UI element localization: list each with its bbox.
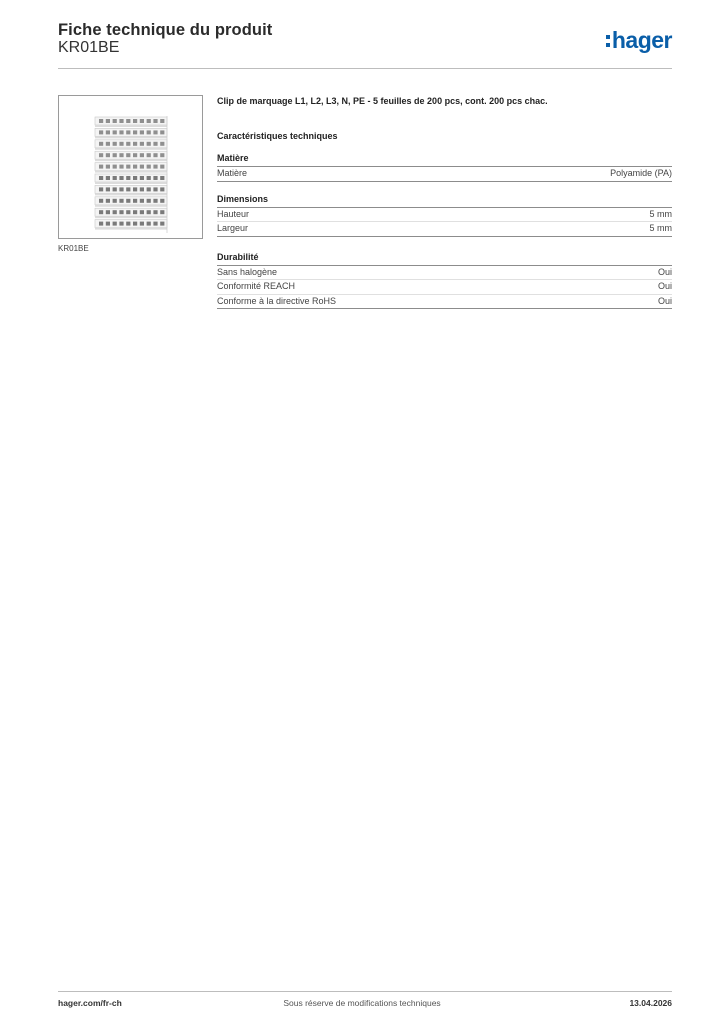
spec-row bbox=[217, 208, 672, 223]
spec-row bbox=[217, 266, 672, 281]
logo-colon-icon bbox=[606, 35, 610, 47]
clip-mark bbox=[147, 187, 151, 191]
spec-group-title: Matière bbox=[217, 153, 672, 167]
clip-mark bbox=[106, 165, 110, 169]
clip-mark bbox=[133, 199, 137, 203]
clip-mark bbox=[140, 176, 144, 180]
spec-value: Oui bbox=[657, 266, 672, 277]
clip-mark bbox=[140, 119, 144, 123]
clip-mark bbox=[113, 176, 117, 180]
clip-mark bbox=[153, 210, 157, 214]
clip-mark bbox=[99, 153, 103, 157]
product-description: Clip de marquage L1, L2, L3, N, PE - 5 feuilles de 200 pcs, cont. 200 pcs chac. bbox=[217, 96, 548, 106]
product-image bbox=[58, 95, 203, 239]
clip-mark bbox=[119, 199, 123, 203]
clip-mark bbox=[160, 210, 164, 214]
clip-strip-shadow bbox=[95, 171, 167, 173]
clip-mark bbox=[99, 142, 103, 146]
hager-logo bbox=[606, 27, 672, 54]
spec-label: Matière bbox=[217, 168, 248, 178]
clip-mark bbox=[99, 119, 103, 123]
clip-mark bbox=[106, 119, 110, 123]
clip-mark bbox=[147, 199, 151, 203]
clip-mark bbox=[106, 199, 110, 203]
clip-mark bbox=[126, 199, 130, 203]
clip-mark bbox=[113, 199, 117, 203]
clip-mark bbox=[126, 176, 130, 180]
footer-divider bbox=[58, 991, 672, 992]
footer-website: hager.com/fr-ch bbox=[58, 998, 122, 1008]
clip-mark bbox=[153, 222, 157, 226]
clip-mark bbox=[119, 165, 123, 169]
clip-mark bbox=[119, 187, 123, 191]
clip-strip-shadow bbox=[95, 136, 167, 138]
clip-mark bbox=[99, 199, 103, 203]
clip-mark bbox=[113, 222, 117, 226]
clip-mark bbox=[106, 187, 110, 191]
clip-mark bbox=[99, 187, 103, 191]
spec-label: Sans halogène bbox=[217, 266, 278, 277]
clip-mark bbox=[133, 130, 137, 134]
clip-mark bbox=[153, 142, 157, 146]
footer-date: 13.04.2026 bbox=[629, 998, 672, 1008]
clip-mark bbox=[147, 130, 151, 134]
spec-group-title: Durabilité bbox=[217, 252, 672, 266]
clip-mark bbox=[153, 187, 157, 191]
clip-mark bbox=[113, 187, 117, 191]
clip-mark bbox=[140, 165, 144, 169]
clip-mark bbox=[133, 165, 137, 169]
clip-mark bbox=[119, 210, 123, 214]
clip-mark bbox=[147, 142, 151, 146]
clip-mark bbox=[133, 187, 137, 191]
clip-mark bbox=[153, 176, 157, 180]
clip-mark bbox=[106, 222, 110, 226]
marking-clip-sheet-icon bbox=[59, 96, 202, 238]
clip-mark bbox=[160, 176, 164, 180]
clip-strip-shadow bbox=[95, 205, 167, 207]
clip-strip-shadow bbox=[95, 159, 167, 161]
product-reference: KR01BE bbox=[58, 39, 120, 56]
clip-mark bbox=[147, 176, 151, 180]
clip-mark bbox=[140, 130, 144, 134]
clip-mark bbox=[113, 210, 117, 214]
page-title: Fiche technique du produit bbox=[58, 21, 273, 39]
clip-mark bbox=[153, 199, 157, 203]
clip-strip-shadow bbox=[95, 228, 167, 230]
clip-strip-shadow bbox=[95, 182, 167, 184]
clip-mark bbox=[119, 222, 123, 226]
clip-mark bbox=[133, 176, 137, 180]
clip-mark bbox=[140, 199, 144, 203]
clip-strip-shadow bbox=[95, 193, 167, 195]
clip-mark bbox=[126, 153, 130, 157]
clip-mark bbox=[153, 165, 157, 169]
clip-mark bbox=[140, 222, 144, 226]
image-caption: KR01BE bbox=[58, 244, 89, 253]
clip-mark bbox=[126, 165, 130, 169]
clip-mark bbox=[119, 176, 123, 180]
clip-mark bbox=[153, 153, 157, 157]
clip-mark bbox=[160, 130, 164, 134]
clip-strip-shadow bbox=[95, 216, 167, 218]
spec-group-material bbox=[217, 153, 672, 182]
spec-value: Polyamide (PA) bbox=[610, 168, 672, 178]
clip-mark bbox=[160, 199, 164, 203]
clip-mark bbox=[160, 142, 164, 146]
clip-mark bbox=[153, 130, 157, 134]
clip-strip-shadow bbox=[95, 125, 167, 127]
clip-mark bbox=[106, 176, 110, 180]
specs-heading: Caractéristiques techniques bbox=[217, 131, 338, 141]
clip-mark bbox=[119, 142, 123, 146]
spec-label: Hauteur bbox=[217, 208, 250, 219]
clip-mark bbox=[113, 153, 117, 157]
clip-mark bbox=[119, 130, 123, 134]
clip-mark bbox=[160, 153, 164, 157]
clip-mark bbox=[160, 222, 164, 226]
spec-value: Oui bbox=[657, 295, 672, 306]
clip-mark bbox=[99, 210, 103, 214]
spec-value: Oui bbox=[657, 281, 672, 291]
spec-row bbox=[217, 280, 672, 295]
clip-mark bbox=[113, 165, 117, 169]
clip-mark bbox=[147, 165, 151, 169]
clip-mark bbox=[140, 142, 144, 146]
clip-mark bbox=[140, 187, 144, 191]
clip-mark bbox=[126, 210, 130, 214]
spec-label: Largeur bbox=[217, 223, 249, 233]
clip-mark bbox=[113, 142, 117, 146]
clip-mark bbox=[113, 130, 117, 134]
spec-row bbox=[217, 222, 672, 237]
header-divider bbox=[58, 68, 672, 69]
clip-mark bbox=[99, 222, 103, 226]
clip-mark bbox=[119, 153, 123, 157]
clip-mark bbox=[99, 176, 103, 180]
spec-group-title: Dimensions bbox=[217, 194, 672, 208]
clip-strip-shadow bbox=[95, 148, 167, 150]
spec-row bbox=[217, 167, 672, 182]
clip-mark bbox=[153, 119, 157, 123]
clip-mark bbox=[147, 222, 151, 226]
clip-mark bbox=[133, 210, 137, 214]
clip-mark bbox=[160, 187, 164, 191]
clip-mark bbox=[147, 119, 151, 123]
clip-mark bbox=[126, 142, 130, 146]
clip-mark bbox=[133, 142, 137, 146]
clip-mark bbox=[147, 210, 151, 214]
clip-mark bbox=[160, 165, 164, 169]
clip-mark bbox=[133, 153, 137, 157]
spec-label: Conforme à la directive RoHS bbox=[217, 295, 337, 306]
clip-mark bbox=[133, 119, 137, 123]
clip-mark bbox=[106, 210, 110, 214]
spec-value: 5 mm bbox=[649, 223, 672, 233]
clip-mark bbox=[126, 130, 130, 134]
clip-mark bbox=[140, 153, 144, 157]
clip-mark bbox=[140, 210, 144, 214]
clip-mark bbox=[106, 153, 110, 157]
clip-mark bbox=[106, 142, 110, 146]
clip-mark bbox=[126, 119, 130, 123]
spec-label: Conformité REACH bbox=[217, 281, 296, 291]
clip-mark bbox=[147, 153, 151, 157]
spec-value: 5 mm bbox=[649, 208, 672, 219]
clip-mark bbox=[126, 187, 130, 191]
clip-mark bbox=[160, 119, 164, 123]
clip-mark bbox=[106, 130, 110, 134]
logo-text: hager bbox=[611, 27, 672, 53]
clip-mark bbox=[99, 130, 103, 134]
spec-group-durability bbox=[217, 252, 672, 310]
clip-mark bbox=[133, 222, 137, 226]
spec-group-dimensions bbox=[217, 194, 672, 237]
footer-disclaimer: Sous réserve de modifications techniques bbox=[283, 998, 441, 1008]
clip-mark bbox=[126, 222, 130, 226]
spec-row bbox=[217, 295, 672, 310]
clip-mark bbox=[113, 119, 117, 123]
product-details bbox=[217, 95, 672, 309]
clip-mark bbox=[99, 165, 103, 169]
clip-mark bbox=[119, 119, 123, 123]
